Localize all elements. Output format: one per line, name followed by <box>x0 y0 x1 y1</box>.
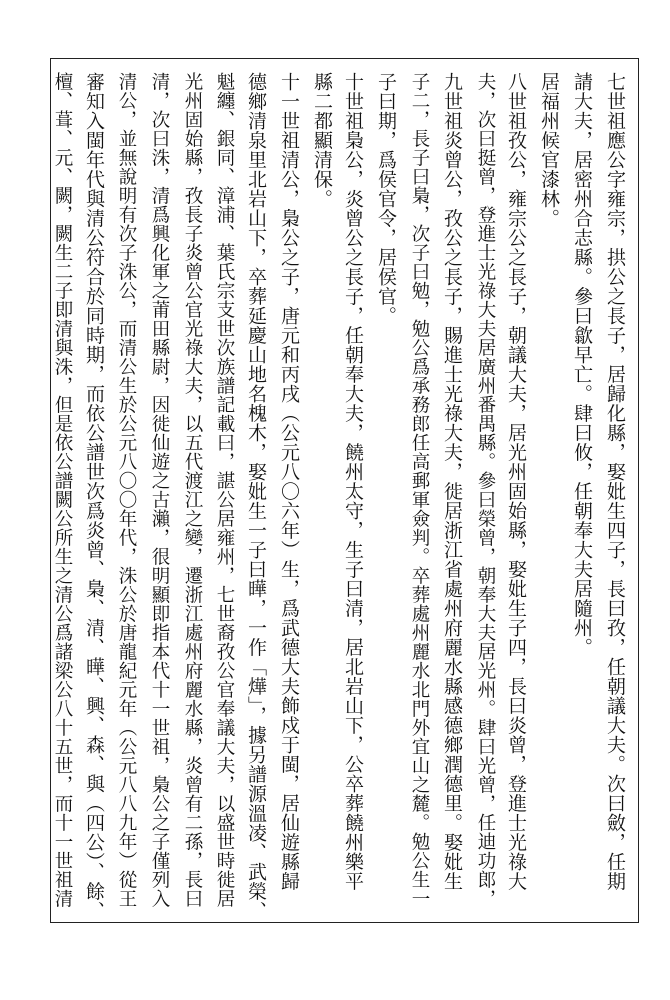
text-column-6: 九世祖炎曾公，孜公之長子，賜進士光祿大夫，徙居浙江省處州府麗水縣感德鄉潤德里。娶妣生 <box>441 72 463 891</box>
text-column-9: 十世祖梟公，炎曾公之長子，任朝奉大夫，饒州太守，生子曰清，居北岩山下，公卒葬饒州樂平 <box>342 72 364 891</box>
text-column-1: 七世祖應公字雍宗，拱公之長子，居歸化縣，娶妣生四子，長曰孜，任朝議大夫。次曰斂，任期 <box>604 72 626 891</box>
text-column-2: 請大夫，居密州合志縣。參曰歙早亡。肆曰攸，任朝奉大夫居隨州。 <box>571 72 593 657</box>
text-column-5: 夫，次曰挺曾，登進士光祿大夫居廣州番禺縣。參曰榮曾，朝奉大夫居光州。肆曰光曾，任迪功郎， <box>475 72 496 908</box>
text-column-14: 光州固始縣，孜長子炎曾公官光祿大夫，以五代渡江之變，遷浙江處州府麗水縣，炎曾有二孫，長曰 <box>182 72 203 908</box>
text-column-12: 德鄉清泉里北岩山下，卒葬延慶山地名槐木，娶妣生一子曰曄，一作「燁」，據另譜源溫凌、武榮、 <box>245 72 267 921</box>
text-column-11: 十一世祖清公，梟公之子，唐元和丙戌（公元八〇六年）生，爲武德大夫飾戍于閩，居仙遊縣歸 <box>278 72 300 891</box>
text-column-4: 八世祖孜公，雍宗公之長子，朝議大夫，居光州固始縣，娶妣生子四，長曰炎曾，登進士光祿大 <box>505 72 527 891</box>
text-column-10: 縣二都顯清保。 <box>311 72 333 209</box>
text-column-13: 魁纏、銀同、漳浦、葉氏宗支世次族譜記載曰，諶公居雍州，七世裔孜公官奉議大夫，以盛世時徙居 <box>214 72 235 908</box>
text-column-3: 居福州候官漆林。 <box>538 72 560 228</box>
text-column-16: 清公，並無說明有次子洙公，而清公生於公元八〇〇年代，洙公於唐龍紀元年（公元八八九年）從王 <box>116 72 137 908</box>
text-column-15: 清，次曰洙，清爲興化軍之莆田縣尉，因徙仙遊之古瀨，很明顯即指本代十一世祖，梟公之子僅列入 <box>149 72 170 908</box>
text-column-8: 子曰期，爲侯官令，居侯官。 <box>375 72 397 326</box>
text-column-7: 子二，長子曰梟，次子曰勉，勉公爲承務郎任高郵軍僉判。卒葬處州麗水北門外宜山之麓。勉公生一 <box>409 72 430 908</box>
text-column-18: 檀、葺、元、闕，闕生二子即清與洙，但是依公譜闕公所生之清公爲諸梁公八十五世，而十一世祖清 <box>52 72 73 908</box>
text-column-17: 審知入閩年代與清公符合於同時期，而依公譜世次爲炎曾、梟、清、曄、興、森、與（四公）、餘、 <box>83 72 105 921</box>
